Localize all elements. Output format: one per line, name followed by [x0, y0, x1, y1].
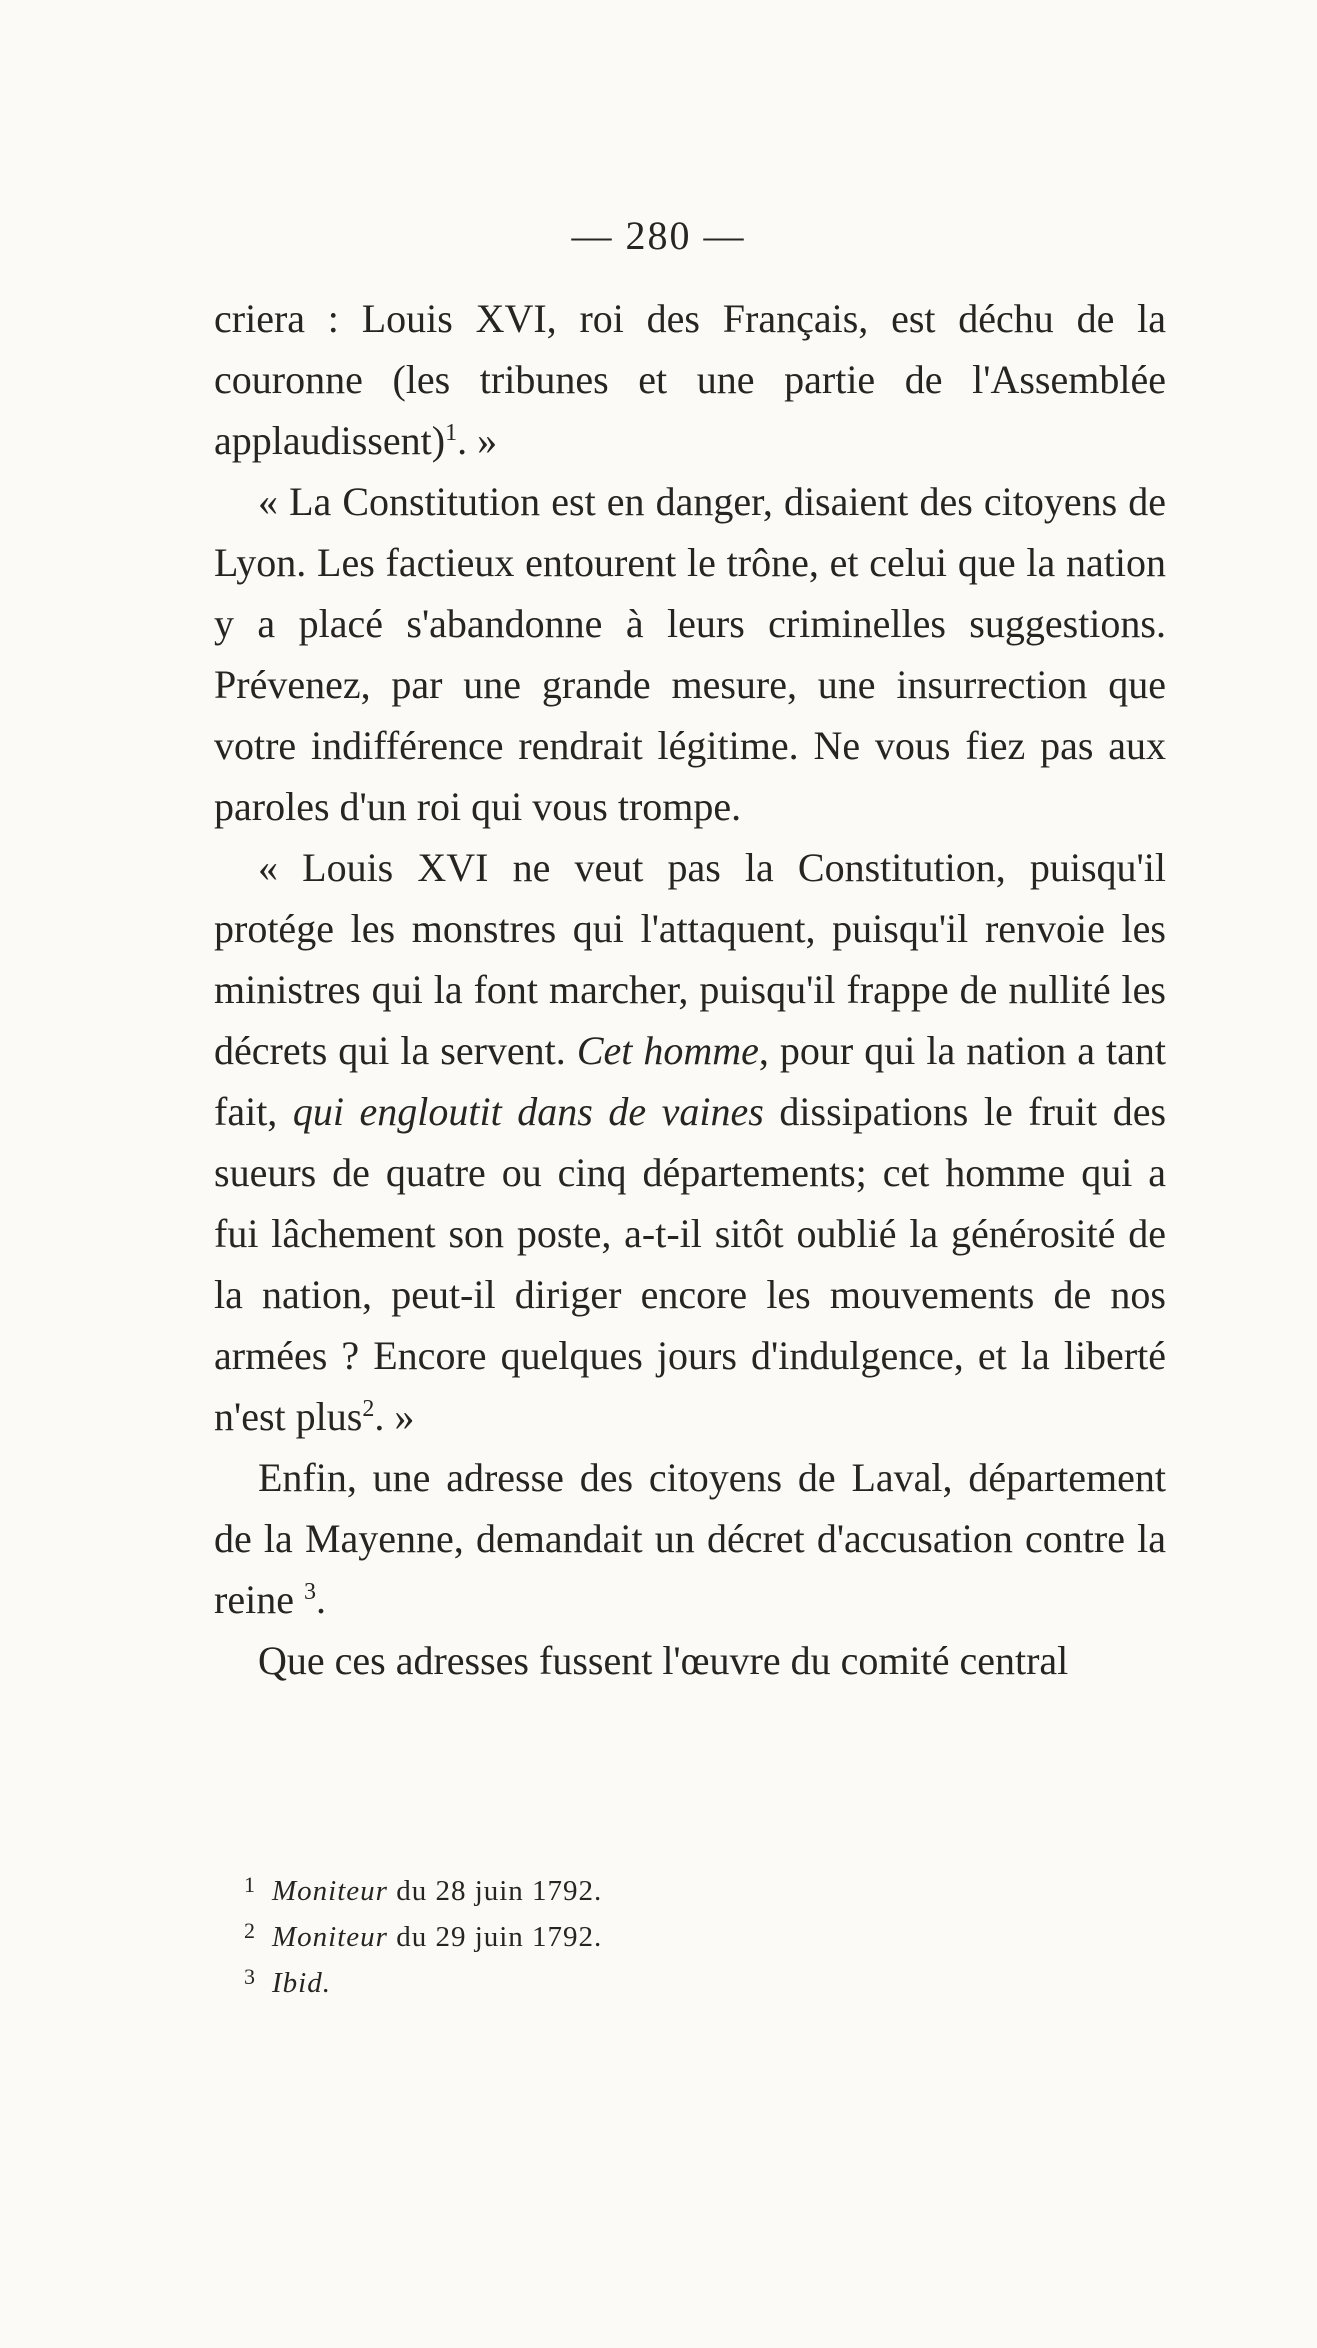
footnote-1-mark: 1 [244, 1872, 256, 1897]
footnote-ref-2: 2 [362, 1396, 375, 1422]
paragraph-4 [214, 1447, 1166, 1630]
paragraph-3-text-b: , pour qui la nation a tant fait, [214, 1028, 1167, 1134]
paragraph-1-text: criera : Louis XVI, roi des Français, est déchu de la couronne (les tribunes et une partie de l'Assemblée applaudissent) [214, 296, 1166, 463]
footnote-2 [244, 1911, 1144, 1957]
paragraph-5: Que ces adresses fussent l'œuvre du comité central [258, 1638, 1069, 1683]
paragraph-4-end: . [315, 1577, 326, 1622]
footnote-ref-3: 3 [303, 1579, 316, 1605]
paragraph-2: « La Constitution est en danger, disaient des citoyens de Lyon. Les factieux entourent le trône, et celui que la nation y a placé s'abandonne à leurs criminelles suggestions. Prévenez, par une grande mesure, une insurrection que votre indifférence rendrait légitime. Ne vous fiez pas aux paroles d'un roi qui vous trompe. [214, 479, 1166, 829]
paragraph-1-end: . » [457, 418, 498, 463]
body-text [214, 288, 1166, 1691]
page-number: — 280 — [571, 213, 746, 258]
paragraph-3-end: . » [374, 1394, 415, 1439]
footnote-1-source: Moniteur [272, 1875, 388, 1907]
paragraph-3-text-c: dissipations le fruit des sueurs de quatre ou cinq départements; cet homme qui a fui lâchement son poste, a-t-il sitôt oublié la générosité de la nation, peut-il diriger encore les mouvements de nos armées ? Encore quelques jours d'indulgence, et la liberté n'est plus [214, 1089, 1167, 1439]
paragraph-4-text: Enfin, une adresse des citoyens de Laval, département de la Mayenne, demandait un décret d'accusation contre la reine [214, 1455, 1166, 1622]
footnote-2-source: Moniteur [272, 1921, 388, 1953]
paragraph-1 [214, 288, 1166, 471]
paragraph-3-italic-1: Cet homme [576, 1028, 759, 1073]
footnote-3 [244, 1957, 1144, 2003]
footnote-1-text: du 28 juin 1792. [387, 1875, 603, 1907]
footnote-2-text: du 29 juin 1792. [387, 1921, 603, 1953]
footnote-3-mark: 3 [244, 1964, 256, 1989]
footnote-3-source: Ibid. [272, 1967, 331, 1999]
footnote-1 [244, 1865, 1144, 1911]
paragraph-3 [214, 837, 1166, 1447]
footnote-ref-1: 1 [445, 420, 458, 446]
paragraph-3-text-a: « Louis XVI ne veut pas la Constitution, puisqu'il protége les monstres qui l'attaquent, puisqu'il renvoie les ministres qui la font marcher, puisqu'il frappe de nullité les décrets qui la servent. [214, 845, 1166, 1073]
paragraph-3-italic-2: qui engloutit dans de vaines [292, 1089, 764, 1134]
footnotes [244, 1865, 1144, 2003]
footnote-2-mark: 2 [244, 1918, 256, 1943]
